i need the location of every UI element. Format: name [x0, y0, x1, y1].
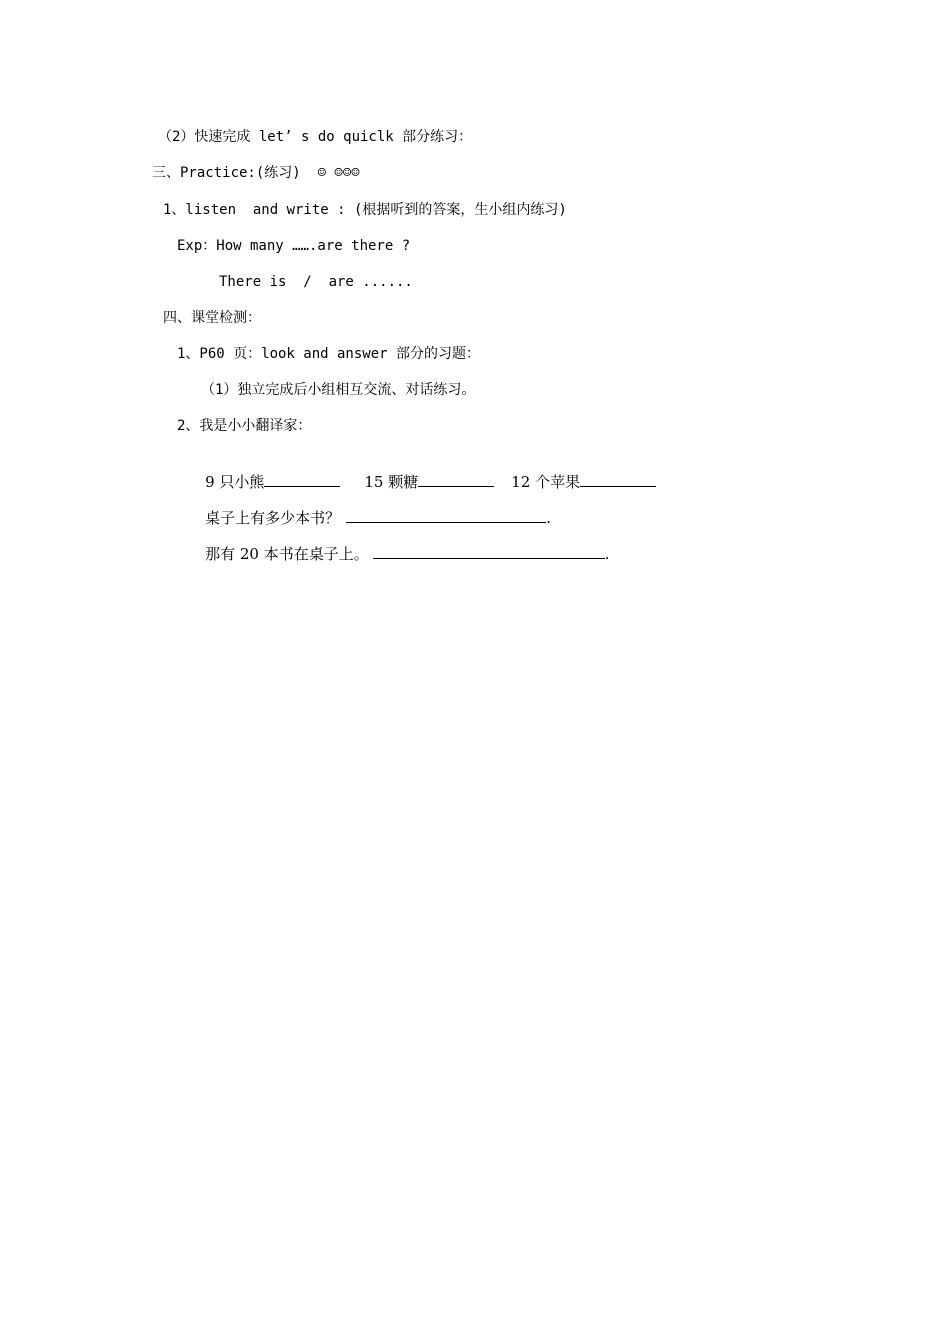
heading-class-test: 四、课堂检测：: [163, 310, 261, 326]
question-1-period: .: [546, 509, 551, 527]
line-example-answer: There is / are ......: [219, 274, 413, 290]
heading-translator: 2、我是小小翻译家：: [177, 418, 312, 434]
phrase-9-bears: 9 只小熊: [205, 473, 265, 491]
line-pair-practice: （1）独立完成后小组相互交流、对话练习。: [201, 382, 476, 398]
question-1-text: 桌子上有多少本书？: [205, 509, 341, 527]
line-p60-exercise: 1、P60 页：look and answer 部分的习题：: [177, 346, 481, 362]
answer-blank-bears[interactable]: [264, 472, 340, 487]
line-quick-practice: （2）快速完成 let’ s do quiclk 部分练习：: [158, 129, 473, 145]
heading-practice: 三、Practice:(练习) ☺ ☺☺☺: [152, 165, 360, 181]
question-2-period: .: [604, 545, 610, 563]
answer-blank-question-1[interactable]: [346, 508, 546, 523]
phrase-12-apples: 12 个苹果: [511, 473, 581, 491]
phrase-15-candies: 15 颗糖: [364, 473, 419, 491]
line-listen-and-write: 1、listen and write : (根据听到的答案，生小组内练习): [163, 202, 567, 218]
translation-question-2: [186, 524, 609, 584]
answer-blank-question-2[interactable]: [373, 544, 605, 559]
answer-blank-apples[interactable]: [580, 472, 656, 487]
line-example-question: Exp：How many …….are there ?: [177, 238, 411, 254]
question-2-text: 那有 20 本书在桌子上。: [205, 545, 369, 563]
answer-blank-candies[interactable]: [418, 472, 494, 487]
